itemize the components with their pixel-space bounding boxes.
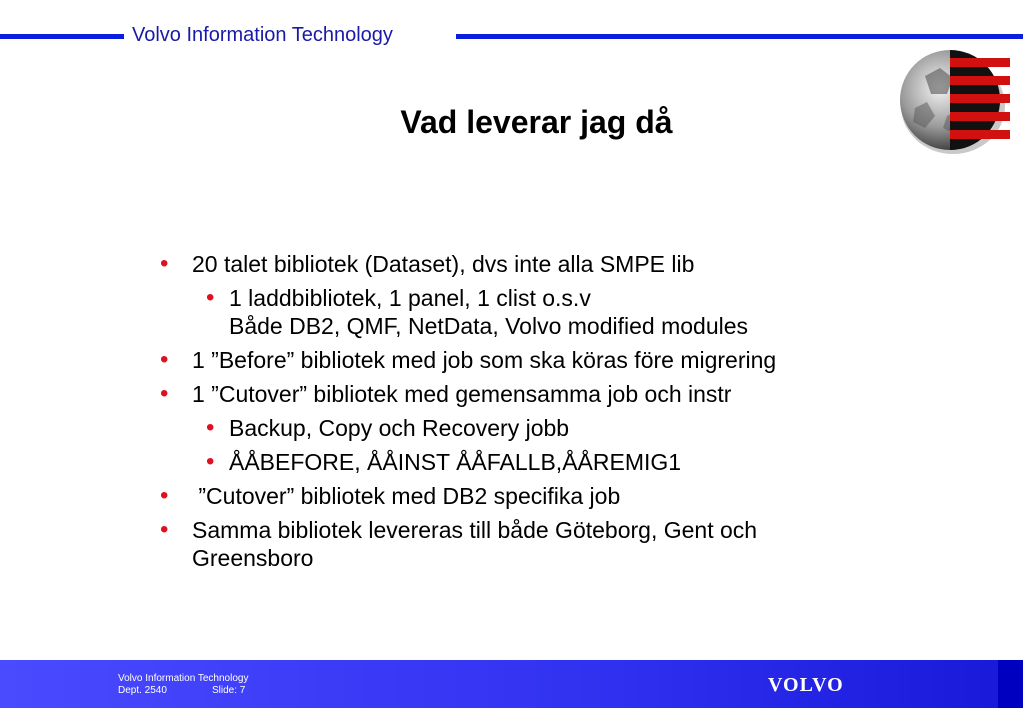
bullet-icon: • xyxy=(160,380,169,407)
bullet-icon: • xyxy=(160,250,169,277)
bullet-item xyxy=(160,516,900,572)
footer-org: Volvo Information Technology xyxy=(118,673,249,684)
football-logo-icon xyxy=(895,46,1010,158)
bullet-text: 1 ”Before” bibliotek med job som ska köras före migrering xyxy=(192,347,777,373)
footer-stripe xyxy=(998,660,1023,708)
bullet-text: 1 ”Cutover” bibliotek med gemensamma job och instr xyxy=(192,381,732,407)
bullet-text: Backup, Copy och Recovery jobb xyxy=(229,415,570,441)
bullet-list xyxy=(160,250,900,578)
header-line-right xyxy=(456,34,1023,39)
sub-bullet-item xyxy=(160,448,900,476)
bullet-icon: • xyxy=(206,414,215,441)
bullet-text: ÅÅBEFORE, ÅÅINST ÅÅFALLB,ÅÅREMIG1 xyxy=(229,449,682,475)
header-title: Volvo Information Technology xyxy=(132,24,393,46)
sub-bullet-item xyxy=(160,284,900,340)
bullet-icon: • xyxy=(160,516,169,543)
bullet-text: 1 laddbibliotek, 1 panel, 1 clist o.s.v xyxy=(229,285,591,311)
footer-bar xyxy=(0,660,1023,708)
bullet-item xyxy=(160,482,900,510)
bullet-item xyxy=(160,380,900,408)
bullet-icon: • xyxy=(206,284,215,311)
bullet-icon: • xyxy=(160,482,169,509)
bullet-text-continued: Greensboro xyxy=(192,545,314,571)
bullet-icon: • xyxy=(160,346,169,373)
bullet-icon: • xyxy=(206,448,215,475)
sub-bullet-item xyxy=(160,414,900,442)
bullet-text: ”Cutover” bibliotek med DB2 specifika job xyxy=(192,483,621,509)
footer-slide-number: Slide: 7 xyxy=(212,685,246,696)
bullet-item xyxy=(160,346,900,374)
bullet-item xyxy=(160,250,900,278)
volvo-logo: VOLVO xyxy=(768,674,844,696)
bullet-text-continued: Både DB2, QMF, NetData, Volvo modified modules xyxy=(229,313,749,339)
bullet-text: Samma bibliotek levereras till både Göteborg, Gent och xyxy=(192,517,758,543)
slide-title: Vad leverar jag då xyxy=(400,104,673,140)
header-line-left xyxy=(0,34,124,39)
bullet-text: 20 talet bibliotek (Dataset), dvs inte alla SMPE lib xyxy=(192,251,695,277)
footer-dept: Dept. 2540 xyxy=(118,685,167,696)
